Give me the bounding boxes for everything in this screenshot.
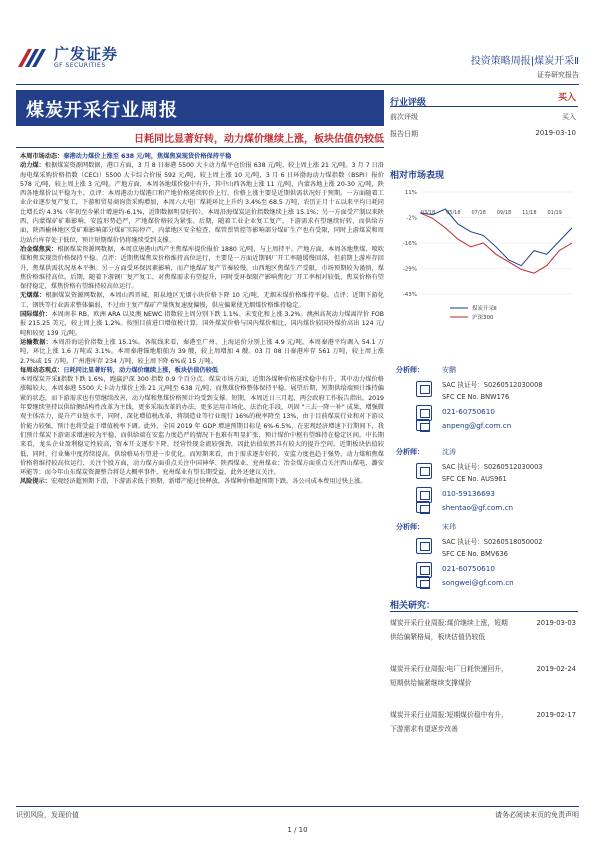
related-report-date: 2019-02-17 — [536, 711, 576, 719]
analyst-email[interactable]: shentao@gf.com.cn — [442, 503, 514, 512]
body-text — [20, 152, 384, 487]
paragraph-heading: 国际煤价： — [20, 311, 52, 319]
paragraph-heading: 运输数据： — [20, 338, 53, 346]
paragraph-heading: 每周动态观点： — [20, 366, 64, 374]
analyst-sac-cert: SAC 执证号：S0260512030008 — [442, 381, 543, 389]
chart-x-tick-label: 11/18 — [522, 210, 537, 216]
rating-panel — [390, 90, 578, 141]
report-title: 煤炭开采行业周报 — [26, 100, 178, 121]
email-icon — [416, 501, 430, 513]
paragraph-text: 本周煤炭开采Ⅱ指数下跌 1.6%，跑赢沪深 300 指数 0.9 个百分点。煤炭市场方面，近期各煤种价格延续稳中有升，其中动力煤价格涨幅较大，本周秦港 5500 大卡动力煤价上涨 21 元/吨至 638 元/吨，而焦煤价格整体保持平稳。展望后期，短期供给端预计维持偏紧的状态，而下游需求也有望继续改善，动力煤和焦煤价格预计均受到支撑。短期，本周近日三月起，两会政府工作报告指出，2019 年要继续坚持以供给侧结构性改革为主线，更多采取改革的办法，更多运用市场化、法治化手段，巩固 "三去一降一补" 成果，增强微观主体活力，提升产业链水平，同时，深化增值税改革，将制造业等行业现行 16%的税率降至 13%，由于目前煤炭行业和对下游议价能力较强，预计也将受益于增值税率下调。此外，全国 2019 年 GDP 增速预期目标是 6%-6.5%，在宏观经济增速下行期间下，我们预计煤炭下游需求增速较为平稳，而供给端在安监力度趋严的情况下也难有明显扩张，预计煤价中枢有望维持在稳定区间。中长期来看，龙头企业盈利稳定性较高，资本开支逐步下降，经营性现金流较强劲，因此估值依然具有较大的提升空间。近期板块估值较低，同时，行业集中度持续提高，供给格局有望进一步优化。而短期来看，由于需求逐步好转，安监力度也趋于强势，动力煤和焦煤价格将维持较高位运行，关注个股方面，动力煤方面重点关注中国神华、陕西煤业、兖州煤业；冶金煤方面重点关注西山煤电、潞安环能等；而今年山东煤炭资源整合将是大概率事件，兖州煤业有望长期受益，此外还建议关注。 — [20, 376, 384, 477]
paragraph-text: 宏观经济超预期下滑，下游需求低于预期，新增产能过快释放，各煤种价格超预期下跌，各公司成本费用过快上涨。 — [50, 478, 367, 486]
paragraph-highlight: 日耗同比显著好转，动力煤价继续上涨，板块估值仍较低 — [63, 366, 218, 374]
related-report-title: 煤炭开采行业周报:电厂日耗快速回升，短期供给偏紧继续支撑煤价 — [390, 665, 508, 687]
title-band — [16, 90, 384, 126]
report-date-label: 报告日期 — [390, 130, 418, 138]
analyst-email[interactable]: songwei@gf.com.cn — [442, 578, 514, 587]
analyst-sfc-cert: SFC CE No. BNW176 — [442, 393, 510, 401]
header-divider — [16, 84, 579, 85]
analyst-name: 安鹏 — [442, 366, 456, 374]
paragraph-text: 本周南非 RB、欧洲 ARA 以及澳 NEWC 指数较上周分别下跌 1.1%、未变化和上涨 3.2%。澳洲高灰动力煤离岸价 FOB 报 215.25 美元，较上周上涨 1.2%。按照目前进口增值税计算，国外煤炭价格与国内煤价相比，国内煤价较国外煤价高出 124 元/吨和较宽 139 元/吨。 — [20, 311, 384, 337]
rating-value: 买入 — [557, 93, 576, 103]
chart-legend-label: 沪深300 — [472, 315, 494, 321]
gf-logo — [16, 46, 118, 69]
email-icon — [416, 419, 430, 431]
related-report-item[interactable] — [390, 708, 578, 736]
paragraph-text: 根据煤炭资源网数据，本周山西晋城、阳泉地区无烟小块价格下降 10 元/吨，无烟末煤价格维持平稳。点评：近期下游化工、钢铁等行业需求整体偏弱，不过由于复产煤矿产量恢复速度偏慢，供应偏紧使无烟煤价格维持稳定。 — [20, 292, 384, 309]
related-report-date: 2019-02-24 — [536, 665, 576, 673]
analyst-phone: 010-59136693 — [442, 489, 495, 498]
gf-logo-icon — [16, 47, 50, 69]
chart-legend-label: 煤炭开采Ⅱ — [472, 306, 497, 312]
page-header — [0, 0, 595, 79]
related-report-item[interactable] — [390, 616, 578, 644]
body-paragraph — [20, 291, 384, 310]
related-research-title: 相关研究： — [390, 601, 436, 611]
paragraph-highlight: 秦港动力煤价上涨至 638 元/吨，焦煤焦炭现货价格保持平稳 — [63, 153, 232, 160]
report-date-row — [390, 127, 578, 141]
email-icon — [416, 576, 430, 588]
analyst-phone: 021-60750610 — [442, 564, 495, 573]
analyst-role: 分析师： — [396, 523, 424, 531]
body-paragraph — [20, 152, 384, 161]
related-report-title: 煤炭开采行业周报:短期煤价稳中有升，下游需求有望逐步改善 — [390, 711, 508, 733]
analyst-email[interactable]: anpeng@gf.com.cn — [442, 421, 512, 430]
paragraph-heading: 风险提示： — [20, 478, 51, 486]
body-paragraph — [20, 375, 384, 477]
report-type: 投资策略周报|煤炭开采Ⅱ — [470, 56, 579, 67]
analyst-name: 宋玮 — [442, 523, 456, 531]
chart-y-tick-label: -16% — [402, 241, 417, 247]
related-divider — [390, 611, 578, 612]
analyst-role: 分析师： — [396, 366, 424, 374]
related-report-date: 2019-03-03 — [536, 619, 576, 627]
paragraph-heading: 本周市场动态： — [20, 153, 64, 160]
related-report-item[interactable] — [390, 662, 578, 690]
report-subtitle: 日耗同比显著好转，动力煤价继续上涨，板块估值仍较低 — [134, 134, 384, 145]
analyst-sfc-cert: SFC CE No. BMV636 — [442, 550, 508, 558]
analyst-sac-cert: SAC 执证号：S0260518050002 — [442, 538, 543, 546]
analyst-card — [390, 447, 578, 521]
paragraph-heading: 动力煤： — [20, 162, 45, 170]
analyst-name: 沈涛 — [442, 448, 456, 456]
contact-card-icon — [416, 463, 432, 479]
contact-card-icon — [416, 381, 432, 397]
body-paragraph — [20, 245, 384, 291]
chart-y-tick-label: 11% — [404, 190, 417, 196]
chart-x-tick-label: 09/18 — [496, 210, 512, 216]
contact-card-icon — [416, 538, 432, 554]
body-paragraph — [20, 477, 384, 486]
prev-rating-label: 前次评级 — [390, 113, 418, 121]
footer-divider — [16, 806, 579, 807]
chart-title: 相对市场表现 — [390, 171, 445, 181]
body-paragraph — [20, 310, 384, 338]
analyst-sac-cert: SAC 执证号：S0260512030003 — [442, 463, 543, 471]
paragraph-text: 本周沿海运价指数上涨 15.1%。各航线来看，秦港至广州、上海运价分别上涨 4.9 元/吨，本周秦港平均调入 54.1 万吨，环比上涨 1.6 万吨或 3.1%。本周秦港锚地船舶为 39 艘，较上周增加 4 艘。03 月 08 日秦港库存 561 万吨，较上周上涨 2.7%或 15 万吨，广州港库存 234 万吨，较上周下降 6%或 15 万吨。 — [20, 338, 384, 365]
body-paragraph — [20, 366, 384, 375]
body-paragraph — [20, 338, 384, 366]
analyst-card — [390, 365, 578, 439]
rating-title: 行业评级 — [390, 98, 427, 108]
analyst-phone: 021-60750610 — [442, 407, 495, 416]
paragraph-heading: 冶金煤焦炭： — [20, 245, 58, 253]
analyst-card — [390, 522, 578, 596]
report-date-value: 2019-03-10 — [535, 129, 576, 137]
footer-disclaimer: 请务必阅读末页的免责声明 — [495, 811, 579, 819]
relative-performance-chart — [390, 184, 578, 334]
paragraph-text: 根据煤炭资源网数据，港口方面，3 月 8 日秦港 5500 大卡动力煤平仓价报 638 元/吨，较上周上涨 21 元/吨。3 月 7 日沿海电煤采购价格指数（CECI）5500 大卡综合价报 592 元/吨，较上周上涨 10 元/吨，3 月 6 日环渤海动力煤指数（BSPI）报价 578 元/吨，较上周上涨 3 元/吨。产地方面，本周各地煤价稳中有升，其中山西各地上涨 11 元/吨，内蒙各地上涨 20-30 元/吨，陕西各地煤价以平稳为主。点评：本周港动力煤港口和产地价格延续转价上行，价格上涨主要是近期供需状况好于预期。一方面随着工业企业逐步复产复工，下游和贸易商询货采购增加，本周六大电厂煤耗环比上升约 3.4%至 68.5 万吨，农历正月十五以来平均日耗同比增长约 4.3%（年初至今累计增速约-6.1%，近期数据明显好转）。本周沿海煤炭运价指数继续上涨 15.1%；另一方面受产制以来陕西、内蒙煤矿矿难影响，安监形势趋严，产地煤价格较为紧张。后期，随着工业企业复工复产，下游需求有望继续好转，而供给方面，陕西榆林地区受矿难影响部分煤矿实际停产，内蒙地区安全检查，煤管票管控等影响部分煤矿生产也有受限，同时上游煤炭和周边站台库存处于低位，预计短期煤价仍将继续受到支撑。 — [20, 162, 384, 244]
body-paragraph — [20, 161, 384, 245]
subtitle-divider — [16, 147, 384, 148]
paragraph-heading: 无烟煤： — [20, 292, 46, 300]
report-sub: 证券研究报告 — [537, 71, 579, 79]
analyst-sfc-cert: SFC CE No. AUS961 — [442, 475, 507, 483]
page-number: 1 / 10 — [287, 826, 308, 834]
logo-en-text: GF SECURITIES — [54, 62, 106, 69]
footer-slogan: 识别风险，发现价值 — [16, 811, 79, 819]
related-report-title: 煤炭开采行业周报:煤价继续上涨，短期供给偏紧格局，板块估值仍较低 — [390, 619, 508, 641]
chart-y-tick-label: -29% — [402, 266, 417, 273]
analyst-role: 分析师： — [396, 448, 424, 456]
paragraph-text: 根据煤炭资源网数据，本周京唐港山西产主焦煤库提价报价 1880 元/吨，与上周持平。产地方面，本周各地焦煤、喷吹煤和焦炭现货价格保持平稳。点评：近期焦煤焦炭价格维持高位运行，主要是一方面近期钢厂开工率随缓慢回落，但前期上游库存回升，焦煤供需状况基本平衡。另一方面受环保因素影响，而产地煤矿复产节奏较慢，山西地区焦煤生产受限，市场预期较为谨慎，煤焦价格维持高位。后期，随着下游钢厂复产复工，对焦煤需求有望提升，同时受环保限产影响焦化厂开工率相对较低，焦炭价格有望保持稳定，煤焦价格有望维持较高位运行。 — [20, 245, 384, 291]
logo-cn-text: 广发证券 — [54, 45, 119, 63]
chart-x-tick-label: 07/18 — [471, 210, 486, 216]
chart-x-tick-label: 05/18 — [446, 210, 461, 216]
chart-y-tick-label: -43% — [402, 292, 417, 298]
chart-x-tick-label: 01/19 — [547, 210, 562, 216]
chart-y-tick-label: -2% — [406, 215, 417, 222]
prev-rating-row — [390, 110, 578, 124]
chart-x-tick-label: 03/18 — [420, 210, 436, 216]
prev-rating-value: 买入 — [562, 113, 576, 121]
